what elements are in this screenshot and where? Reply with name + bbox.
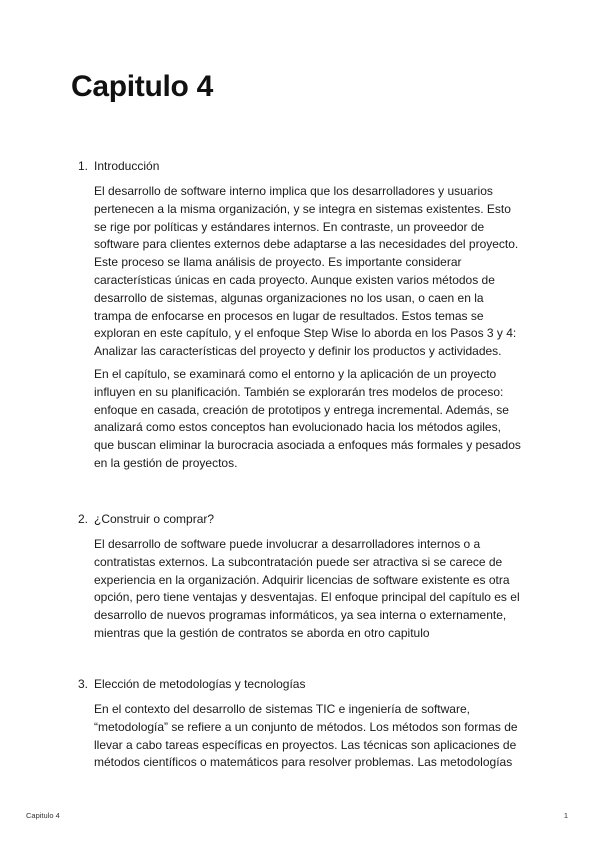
section-construir-o-comprar — [78, 511, 523, 648]
page-title: Capitulo 4 — [71, 70, 214, 103]
section-number: 1. — [78, 159, 89, 173]
paragraph: En el capítulo, se examinará como el entorno y la aplicación de un proyecto influyen en su planificación. También se explorarán tres modelos de proceso: enfoque en casada, creación de prototipos y entrega incremental. Además, se analizará como estos conceptos han evolucionado hacia los métodos agiles, que buscan eliminar la burocracia asociada a enfoques más formales y pesados en la gestión de proyectos. — [94, 366, 521, 470]
section-heading — [78, 511, 523, 527]
section-title: Introducción — [94, 159, 160, 173]
section-number: 2. — [78, 512, 89, 526]
section-heading — [78, 158, 523, 174]
section-eleccion-metodologias — [78, 676, 523, 777]
section-title: ¿Construir o comprar? — [94, 512, 215, 526]
paragraph: El desarrollo de software puede involucrar a desarrolladores internos o a contratistas externos. La subcontratación puede ser atractiva si se carece de experiencia en la organización. Adquirir licencias de software existente es otra opción, pero tiene ventajas y desventajas. El enfoque principal del capítulo es el desarrollo de nuevos programas informáticos, ya sea interna o externamente, mientras que la gestión de contratos se aborda en otro capitulo — [94, 537, 520, 640]
footer-page-number: 1 — [563, 811, 568, 820]
paragraph: En el contexto del desarrollo de sistemas TIC e ingeniería de software, “metodología” se refiere a un conjunto de métodos. Los métodos son formas de llevar a cabo tareas específicas en proyectos. Las técnicas son aplicaciones de métodos científicos o matemáticos para resolver problemas. Las metodologías — [94, 702, 518, 770]
footer-chapter-label: Capitulo 4 — [26, 811, 60, 820]
section-title: Elección de metodologías y tecnologías — [94, 677, 306, 691]
paragraph: El desarrollo de software interno implica que los desarrolladores y usuarios pertenecen a la misma organización, y se integra en sistemas existentes. Esto se rige por políticas y estándares internos. En contraste, un proveedor de software para clientes externos debe adaptarse a las necesidades del proyecto. Este proceso se llama análisis de proyecto. Es importante considerar características únicas en cada proyecto. Aunque existen varios métodos de desarrollo de sistemas, algunas organizaciones no los usan, o caen en la trampa de enfocarse en procesos en lugar de resultados. Estos temas se exploran en este capítulo, y el enfoque Step Wise lo aborda en los Pasos 3 y 4: Analizar las características del proyecto y definir los productos y actividades. — [94, 184, 519, 359]
section-heading — [78, 676, 523, 692]
section-introduccion — [78, 158, 523, 478]
section-number: 3. — [78, 677, 89, 691]
